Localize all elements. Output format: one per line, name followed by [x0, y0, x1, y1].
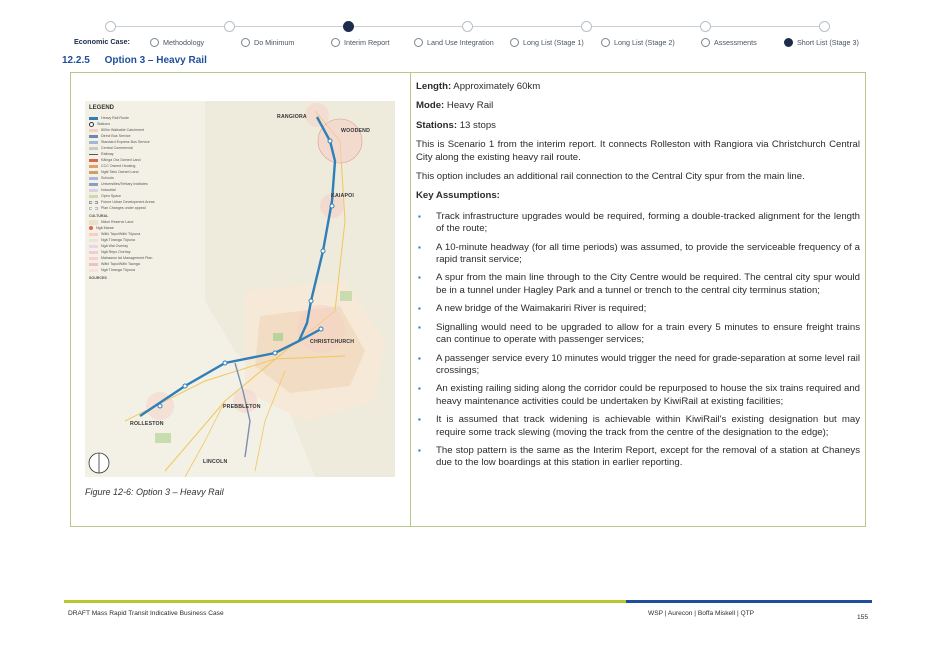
- stage-label: Assessments: [714, 38, 757, 47]
- stage-nav: [66, 37, 870, 51]
- legend-label: Ngā Wai Overlay: [101, 244, 129, 248]
- scenario-paragraph: This is Scenario 1 from the interim report. It connects Rolleston with Rangiora via Christchurch Central City along the existing heavy rail route.: [416, 139, 860, 163]
- legend-label: Wāhi Tapu/Wāhi Tūpuna: [101, 232, 141, 236]
- length-value: Approximately 60km: [451, 81, 541, 92]
- legend-label: Heavy Rail Route: [101, 116, 129, 120]
- stage-label: Do Minimum: [254, 38, 295, 47]
- stage-label: Long List (Stage 1): [523, 38, 584, 47]
- legend-label: Central Commercial: [101, 146, 133, 150]
- place-label: PREBBLETON: [223, 404, 261, 410]
- legend-label: Direct Bus Service: [101, 134, 131, 138]
- place-label: RANGIORA: [277, 114, 307, 120]
- legend-label: 800m Walkable Catchment: [101, 128, 145, 132]
- stage-label: Land Use Integration: [427, 38, 494, 47]
- assumption-item: ▪ It is assumed that track widening is achievable within KiwiRail's existing designation but may require some track slewing (moving the track from the centre of the designation to the edge);: [416, 414, 860, 439]
- assumption-item: ▪ A passenger service every 10 minutes would trigger the need for grade-separation at some level rail crossings;: [416, 353, 860, 378]
- radio-icon[interactable]: [601, 38, 610, 47]
- place-label: WOODEND: [341, 128, 371, 134]
- radio-icon[interactable]: [510, 38, 519, 47]
- stage-do-minimum[interactable]: [241, 38, 294, 47]
- stations-value: 13 stops: [457, 119, 496, 131]
- assumption-item: ▪ A spur from the main line through to the City Centre would be required. The central city spur would be in a tunnel under Hagley Park and a tunnel or trench to the central city terminus station;: [416, 272, 860, 297]
- progress-dot[interactable]: [462, 21, 473, 32]
- assumption-item: ▪ A 10-minute headway (for all time periods) was assumed, to provide the serviceable frequency of a rapid transit service;: [416, 242, 860, 267]
- progress-dot[interactable]: [700, 21, 711, 32]
- legend-label: Open Space: [101, 194, 121, 198]
- legend-title: LEGEND: [89, 105, 115, 111]
- legend-label: Ngā Marae: [96, 226, 114, 230]
- page-number: 155: [857, 614, 869, 621]
- stage-short-list-3[interactable]: [784, 38, 859, 47]
- length-row: [416, 81, 860, 93]
- place-label: CHRISTCHURCH: [310, 339, 355, 345]
- option-details: [416, 81, 860, 476]
- option-panel: [70, 72, 866, 527]
- figure-caption: Figure 12-6: Option 3 – Heavy Rail: [85, 487, 224, 497]
- stage-methodology[interactable]: [150, 38, 204, 47]
- stations-row: [416, 120, 860, 132]
- legend-label: Ngā Repo Overlay: [101, 250, 131, 254]
- mode-row: [416, 100, 860, 112]
- mode-value: Heavy Rail: [444, 100, 494, 112]
- legend-row: [89, 267, 201, 273]
- legend-label: Future Urban Development Areas: [101, 200, 155, 204]
- legend-label: Māori Reserve Land: [101, 220, 134, 224]
- legend-sources-title: SOURCES: [89, 276, 107, 280]
- place-label: ROLLESTON: [130, 421, 164, 427]
- footer-rule-accent: [626, 600, 872, 603]
- legend-label: Plan Changes under appeal: [101, 206, 146, 210]
- place-label: KAIAPOI: [331, 193, 355, 199]
- legend-label: Stations: [97, 122, 110, 126]
- legend-label: Wāhi Tapu/Wāhi Taonga: [101, 262, 140, 266]
- radio-icon[interactable]: [150, 38, 159, 47]
- legend-label: Industrial: [101, 188, 116, 192]
- progress-dot[interactable]: [581, 21, 592, 32]
- legend-label: CCC Owned Housing: [101, 164, 136, 168]
- stage-long-list-2[interactable]: [601, 38, 675, 47]
- section-heading: [62, 55, 207, 66]
- assumption-item: ▪ The stop pattern is the same as the Interim Report, except for the removal of a station at Chaneys due to the low boardings at this station in earlier reporting.: [416, 445, 860, 470]
- footer-document-title: DRAFT Mass Rapid Transit Indicative Business Case: [68, 610, 224, 617]
- column-divider: [410, 73, 411, 526]
- section-title: Option 3 – Heavy Rail: [104, 55, 207, 66]
- section-number: 12.2.5: [62, 55, 90, 66]
- legend-label: Railway: [101, 152, 114, 156]
- progress-dot[interactable]: [224, 21, 235, 32]
- assumption-item: ▪ An existing railing siding along the corridor could be repurposed to house the six trains required and heavy maintenance activities could be undertaken by KiwiRail at existing facilities;: [416, 383, 860, 408]
- radio-icon[interactable]: [701, 38, 710, 47]
- legend-label: Ngāi Tahu Owned Land: [101, 170, 139, 174]
- assumptions-heading: Key Assumptions:: [416, 190, 500, 202]
- stage-long-list-1[interactable]: [510, 38, 584, 47]
- legend-label: Kāinga Ora Owned Land: [101, 158, 141, 162]
- assumption-item: ▪ Signalling would need to be upgraded to allow for a train every 5 minutes to ensure freight trains can continue to operate with passenger services;: [416, 322, 860, 347]
- legend-row: [89, 205, 201, 211]
- progress-dot[interactable]: [105, 21, 116, 32]
- stage-label: Short List (Stage 3): [797, 38, 859, 47]
- footer-partners: WSP | Aurecon | Boffa Miskell | QTP: [648, 610, 755, 617]
- assumption-item: ▪ A new bridge of the Waimakariri River is required;: [416, 303, 860, 315]
- length-label: Length:: [416, 81, 452, 92]
- legend-label: Ngā Tūranga Tūpuna: [101, 238, 136, 242]
- progress-dot[interactable]: [819, 21, 830, 32]
- radio-icon[interactable]: [414, 38, 423, 47]
- radio-icon[interactable]: [241, 38, 250, 47]
- stage-label: Long List (Stage 2): [614, 38, 675, 47]
- stage-label: Methodology: [163, 38, 205, 47]
- legend-label: Ngā Tūranga Tūpuna: [101, 268, 136, 272]
- progress-dot-current[interactable]: [343, 21, 354, 32]
- legend-label: Mahaanui Iwi Management Plan: [101, 256, 153, 260]
- radio-icon[interactable]: [331, 38, 340, 47]
- map-legend: [89, 105, 201, 281]
- legend-cultural-title: CULTURAL: [89, 214, 109, 218]
- legend-label: Standard Express Bus Service: [101, 140, 150, 144]
- stage-land-use-integration[interactable]: [414, 38, 494, 47]
- stage-assessments[interactable]: [701, 38, 757, 47]
- assumptions-list: [416, 211, 860, 470]
- place-label: LINCOLN: [203, 459, 228, 465]
- stage-interim-report[interactable]: [331, 38, 390, 47]
- connection-paragraph: This option includes an additional rail connection to the Central City spur from the main line.: [416, 171, 805, 183]
- stations-label: Stations:: [416, 119, 458, 131]
- heavy-rail-map: [85, 101, 395, 477]
- legend-label: Universities/Tertiary Institutes: [101, 182, 148, 186]
- stage-label: Interim Report: [344, 38, 390, 47]
- mode-label: Mode:: [416, 100, 445, 112]
- assumption-item: ▪ Track infrastructure upgrades would be required, forming a double-tracked alignment for the length of the route;: [416, 211, 860, 236]
- legend-label: Schools: [101, 176, 114, 180]
- progress-track: [66, 20, 870, 34]
- economic-case-label: Economic Case:: [74, 37, 130, 46]
- radio-selected-icon[interactable]: [784, 38, 793, 47]
